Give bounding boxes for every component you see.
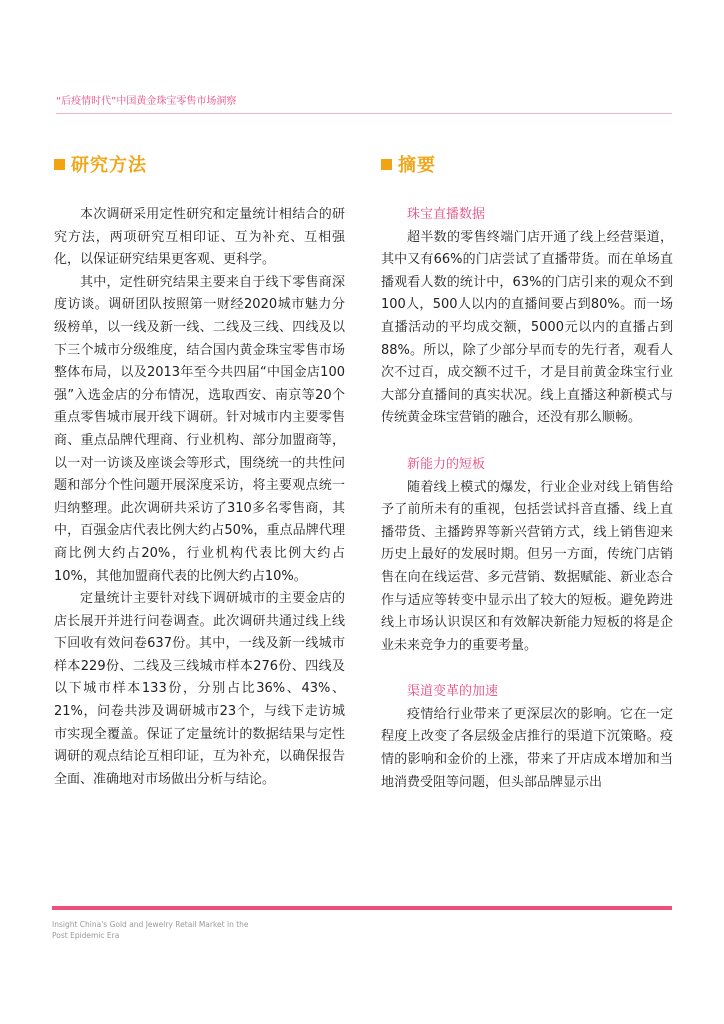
method-paragraph: 其中，定性研究结果主要来自于线下零售商深度访谈。调研团队按照第一财经2020城市魅力分级榜单，以一线及新一线、二线及三线、四线及以下三个城市分级维度，结合国内黄金珠宝零售市场整体布局，以及2013年至今共四届“中国金店100强”入选金店的分布情况，选取西安、南京等20个重点零售城市展开线下调研。针对城市内主要零售商、重点品牌代理商、行业机构、部分加盟商等，以一对一访谈及座谈会等形式，围绕统一的共性问题和部分个性问题开展深度采访，将主要观点统一归纳整理。此次调研共采访了310多名零售商，其中，百强金店代表比例大约占50%，重点品牌代理商比例大约占20%，行业机构代表比例大约占10%，其他加盟商代表的比例大约占10%。 bbox=[54, 274, 345, 584]
research-method-title: 研究方法 bbox=[71, 155, 147, 176]
footer-bar bbox=[52, 906, 672, 910]
research-method-heading bbox=[54, 153, 147, 175]
header-divider bbox=[56, 113, 672, 114]
channel-change-paragraph: 疫情给行业带来了更深层次的影响。它在一定程度上改变了各层级金店推行的渠道下沉策略。疫情的影响和金价的上涨，带来了开店成本增加和当地消费受阻等问题，但头部品牌显示出 bbox=[381, 706, 673, 790]
new-capability-paragraph: 随着线上模式的爆发，行业企业对线上销售给予了前所未有的重视，包括尝试抖音直播、线上直播带货、主播跨界等新兴营销方式，线上销售迎来历史上最好的发展时期。但另一方面，传统门店销售在向在线运营、多元营销、数据赋能、新业态合作与适应等转变中显示出了较大的短板。避免跨进线上市场认识误区和有效解决新能力短板的将是企业未来竞争力的重要考量。 bbox=[381, 479, 673, 653]
live-data-paragraph: 超半数的零售终端门店开通了线上经营渠道，其中又有66%的门店尝试了直播带货。而在单场直播观看人数的统计中，63%的门店引来的观众不到100人，500人以内的直播间要占到80%。而一场直播活动的平均成交额，5000元以内的直播占到88%。所以，除了少部分早而专的先行者，观看人次不过百，成交额不过千，才是目前黄金珠宝行业大部分直播间的真实状况。线上直播这种新模式与传统黄金珠宝营销的融合，还没有那么顺畅。 bbox=[381, 229, 673, 426]
heading-square-icon bbox=[54, 159, 65, 170]
heading-square-icon bbox=[381, 159, 392, 170]
running-header: “后疫情时代”中国黄金珠宝零售市场洞察 bbox=[56, 96, 237, 107]
method-paragraph: 本次调研采用定性研究和定量统计相结合的研究方法，两项研究互相印证、互为补充、互相强化，以保证研究结果更客观、更科学。 bbox=[54, 207, 345, 268]
summary-body bbox=[381, 204, 673, 794]
footer-caption bbox=[52, 919, 292, 941]
footer-line-2: Post Epidemic Era bbox=[52, 931, 120, 940]
new-capability-subheading: 新能力的短板 bbox=[407, 456, 486, 472]
live-data-subheading: 珠宝直播数据 bbox=[407, 207, 486, 222]
summary-title: 摘要 bbox=[398, 155, 436, 176]
method-paragraph: 定量统计主要针对线下调研城市的主要金店的店长展开并进行问卷调查。此次调研共通过线上线下回收有效问卷637份。其中，一线及新一线城市样本229份、二线及三线城市样本276份、四线及以下城市样本133份，分别占比36%、43%、21%，问卷共涉及调研城市23个，与线下走访城市实现全覆盖。保证了定量统计的数据结果与定性调研的观点结论互相印证，互为补充，以确保报告全面、准确地对市场做出分析与结论。 bbox=[54, 591, 345, 787]
footer-line-1: Insight China's Gold and Jewelry Retail Market in the bbox=[52, 920, 249, 929]
summary-heading bbox=[381, 153, 436, 175]
research-method-body bbox=[54, 204, 345, 791]
channel-change-subheading: 渠道变革的加速 bbox=[407, 684, 499, 700]
